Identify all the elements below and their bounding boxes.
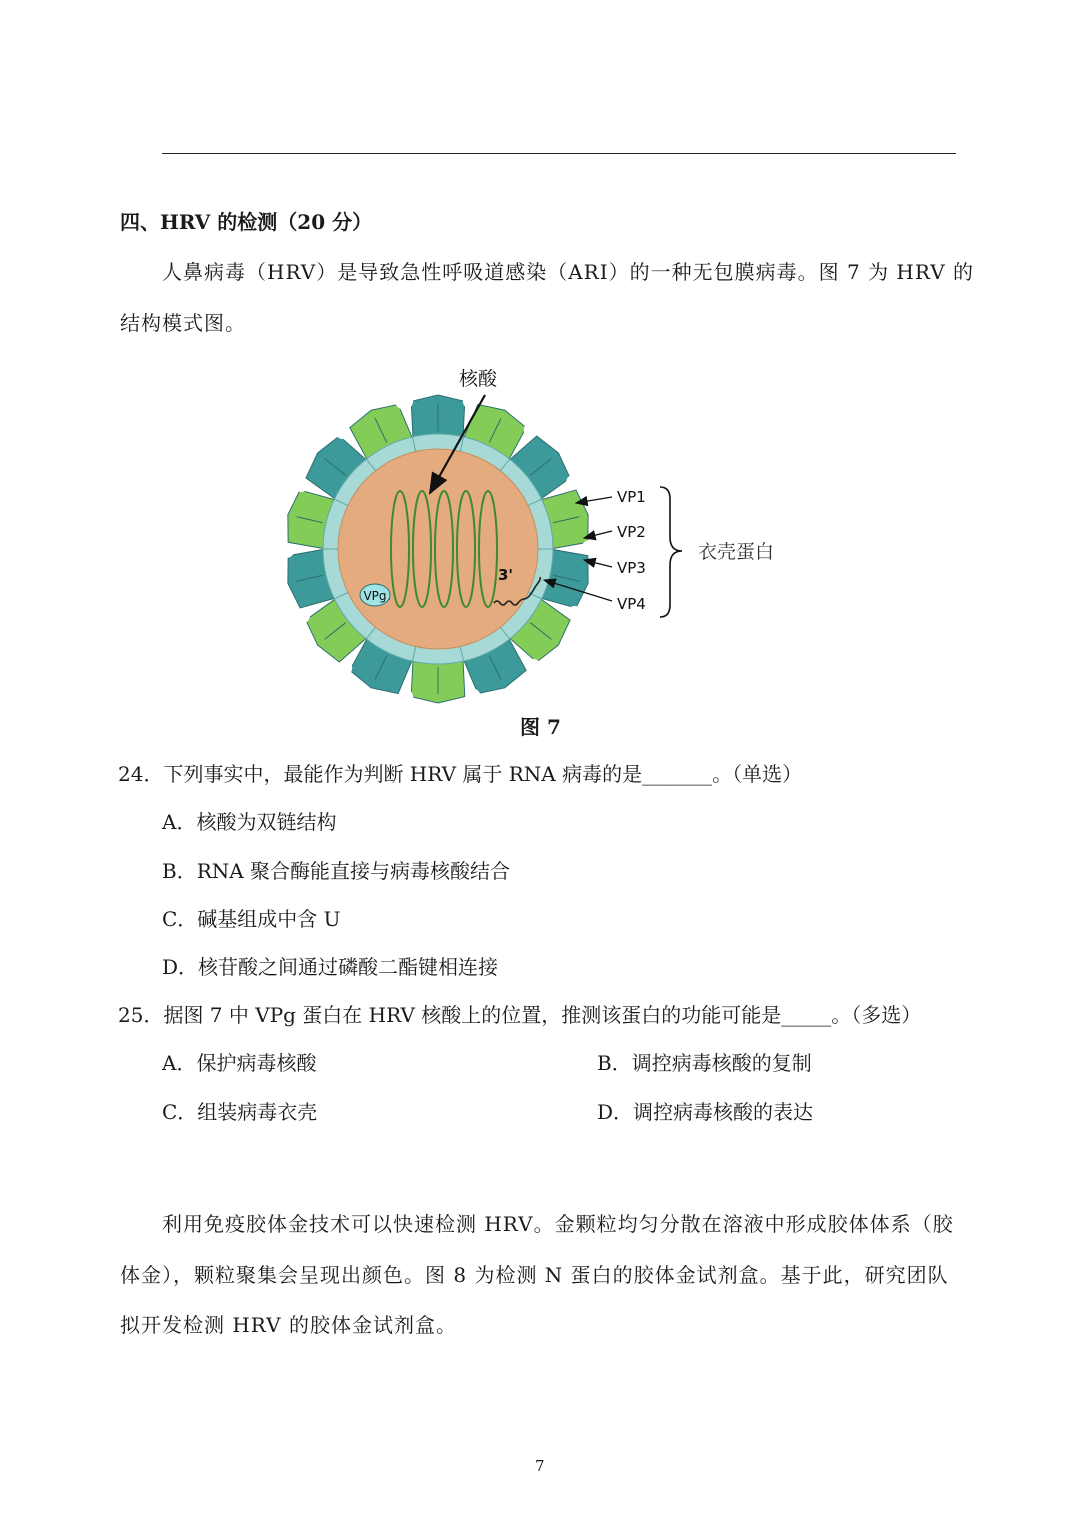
label-capsid-protein: 衣壳蛋白 [698, 541, 775, 563]
section-title: 四、HRV 的检测（20 分） [120, 210, 373, 234]
hrv-structure-diagram [280, 355, 820, 705]
para2-line-2: 体金），颗粒聚集会呈现出颜色。图 8 为检测 N 蛋白的胶体金试剂盒。基于此，研究团队 [120, 1263, 949, 1287]
q24-option-d: D．核苷酸之间通过磷酸二酯键相连接 [162, 955, 499, 979]
q24-stem: 24．下列事实中，最能作为判断 HRV 属于 RNA 病毒的是_______。（单选） [118, 762, 803, 786]
q25-option-b: B．调控病毒核酸的复制 [597, 1051, 812, 1075]
q25-option-d: D．调控病毒核酸的表达 [597, 1100, 814, 1124]
label-vp2: VP2 [617, 523, 646, 541]
para2-line-1: 利用免疫胶体金技术可以快速检测 HRV。金颗粒均匀分散在溶液中形成胶体体系（胶 [162, 1212, 954, 1236]
capsid-notch [395, 392, 413, 410]
q25-option-a: A．保护病毒核酸 [162, 1051, 317, 1075]
capsid-notch [334, 421, 352, 439]
capsid-notch [524, 421, 542, 439]
q25-option-c: C．组装病毒衣壳 [162, 1100, 318, 1124]
label-vpg: VPg [363, 589, 387, 603]
q24-option-a: A．核酸为双链结构 [162, 810, 337, 834]
q24-option-c: C．碱基组成中含 U [162, 907, 341, 931]
q24-option-b: B．RNA 聚合酶能直接与病毒核酸结合 [162, 859, 511, 883]
label-vp1: VP1 [617, 488, 646, 506]
header-rule [162, 153, 956, 154]
intro-line-2: 结构模式图。 [120, 311, 246, 335]
capsid-notch [524, 659, 542, 677]
capsid-notch [334, 659, 352, 677]
q25-stem: 25．据图 7 中 VPg 蛋白在 HRV 核酸上的位置，推测该蛋白的功能可能是_____。（多选） [118, 1003, 922, 1027]
page-number: 7 [535, 1457, 545, 1475]
label-vp4: VP4 [617, 595, 646, 613]
label-nucleic-acid: 核酸 [458, 368, 498, 390]
capsid-brace [660, 487, 682, 617]
label-vp3: VP3 [617, 559, 646, 577]
figure7-caption: 图 7 [520, 715, 561, 739]
capsid-notch [566, 474, 584, 492]
intro-line-1: 人鼻病毒（HRV）是导致急性呼吸道感染（ARI）的一种无包膜病毒。图 7 为 HRV 的 [162, 260, 975, 284]
para2-line-3: 拟开发检测 HRV 的胶体金试剂盒。 [120, 1313, 457, 1337]
label-3prime: 3' [498, 566, 514, 584]
capsid-notch [292, 606, 310, 624]
